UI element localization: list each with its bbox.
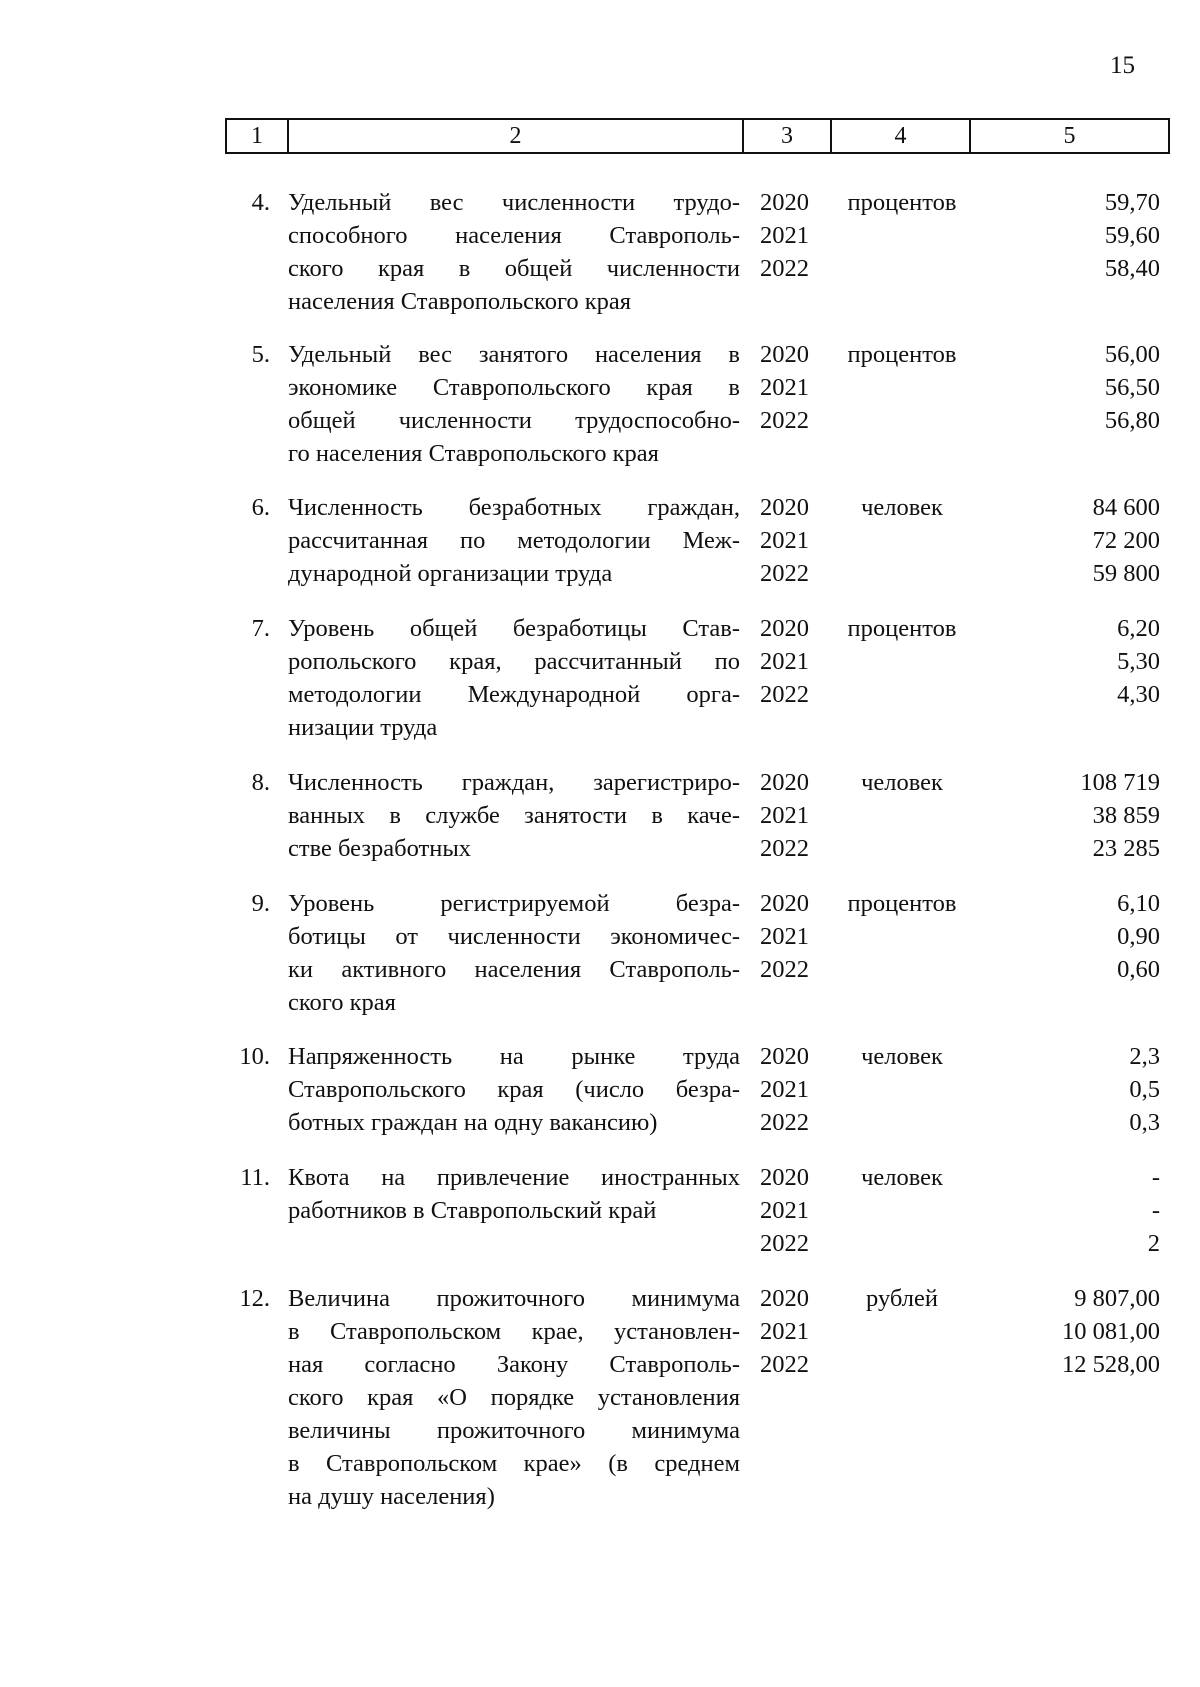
year-cell: 2022 [760,1109,809,1136]
indicator-description [288,491,740,590]
value-cell: 4,30 [1117,681,1160,708]
indicator-description [288,1282,740,1513]
description-line: ского края [288,989,396,1016]
description-line: экономике Ставропольского края в [288,374,740,401]
description-line: Численность безработных граждан, [288,494,740,521]
indicator-description [288,338,740,470]
value-cell: 10 081,00 [1062,1318,1160,1345]
value-cell: 0,90 [1117,923,1160,950]
unit-cell: процентов [847,189,957,216]
years-column [760,491,830,590]
value-cell: 0,3 [1129,1109,1160,1136]
years-column [760,1282,830,1381]
description-line: Ставропольского края (число безра- [288,1076,740,1103]
table-header [225,118,1170,154]
description-line: работников в Ставропольский край [288,1197,657,1224]
indicator-description [288,766,740,865]
year-cell: 2020 [760,1164,809,1191]
row-number: 9. [251,890,270,917]
year-cell: 2022 [760,681,809,708]
description-line: Удельный вес численности трудо- [288,189,740,216]
years-column [760,766,830,865]
unit-cell: человек [861,1164,943,1191]
years-column [760,1161,830,1260]
value-cell: - [1151,1164,1160,1191]
description-line: методологии Международной орга- [288,681,740,708]
row-number: 4. [251,189,270,216]
unit-cell: процентов [847,890,957,917]
header-col-5: 5 [1063,123,1076,149]
value-cell: 59,60 [1104,222,1160,249]
value-cell: 56,00 [1104,341,1160,368]
indicator-description [288,612,740,744]
value-cell: 12 528,00 [1062,1351,1160,1378]
value-cell: 6,20 [1117,615,1160,642]
description-line: в Ставропольском крае» (в среднем [288,1450,740,1477]
year-cell: 2021 [760,802,809,829]
row-number: 11. [240,1164,270,1191]
header-col-1: 1 [227,120,289,152]
year-cell: 2020 [760,341,809,368]
value-cell: 59 800 [1092,560,1160,587]
value-cell: 84 600 [1092,494,1160,521]
value-cell: 38 859 [1092,802,1160,829]
year-cell: 2021 [760,923,809,950]
header-col-3: 3 [744,120,832,152]
description-line: ванных в службе занятости в каче- [288,802,740,829]
indicator-description [288,887,740,1019]
description-line: низации труда [288,714,438,741]
description-line: населения Ставропольского края [288,288,632,315]
year-cell: 2020 [760,890,809,917]
year-cell: 2021 [760,1197,809,1224]
value-cell: 2 [1147,1230,1160,1257]
value-cell: - [1151,1197,1160,1224]
description-line: ского края «О порядке установления [288,1384,740,1411]
year-cell: 2021 [760,374,809,401]
value-cell: 5,30 [1117,648,1160,675]
value-cell: 59,70 [1104,189,1160,216]
description-line: способного населения Ставрополь- [288,222,740,249]
description-line: общей численности трудоспособно- [288,407,740,434]
years-column [760,887,830,986]
year-cell: 2020 [760,769,809,796]
values-column [980,186,1160,285]
year-cell: 2020 [760,1285,809,1312]
row-number: 7. [251,615,270,642]
year-cell: 2021 [760,648,809,675]
year-cell: 2021 [760,1318,809,1345]
description-line: в Ставропольском крае, установлен- [288,1318,740,1345]
description-line: ского края в общей численности [288,255,740,282]
years-column [760,1040,830,1139]
year-cell: 2022 [760,835,809,862]
description-line: ная согласно Закону Ставрополь- [288,1351,740,1378]
header-col-2: 2 [289,120,744,152]
year-cell: 2022 [760,407,809,434]
values-column [980,338,1160,437]
year-cell: 2022 [760,1351,809,1378]
value-cell: 0,5 [1129,1076,1160,1103]
value-cell: 2,3 [1129,1043,1160,1070]
year-cell: 2020 [760,494,809,521]
description-line: Напряженность на рынке труда [288,1043,740,1070]
description-line: ки активного населения Ставрополь- [288,956,740,983]
description-line: Уровень регистрируемой безра- [288,890,740,917]
value-cell: 108 719 [1080,769,1160,796]
description-line: величины прожиточного минимума [288,1417,740,1444]
year-cell: 2020 [760,615,809,642]
years-column [760,338,830,437]
value-cell: 56,80 [1104,407,1160,434]
description-line: Удельный вес занятого населения в [288,341,740,368]
description-line: дународной организации труда [288,560,613,587]
row-number: 8. [251,769,270,796]
years-column [760,612,830,711]
value-cell: 72 200 [1092,527,1160,554]
description-line: ботицы от численности экономичес- [288,923,740,950]
row-number: 10. [239,1043,270,1070]
description-line: Уровень общей безработицы Став- [288,615,740,642]
description-line: стве безработных [288,835,472,862]
description-line: го населения Ставропольского края [288,440,659,467]
year-cell: 2020 [760,189,809,216]
year-cell: 2021 [760,527,809,554]
values-column [980,491,1160,590]
value-cell: 56,50 [1104,374,1160,401]
indicator-description [288,1040,740,1139]
value-cell: 58,40 [1104,255,1160,282]
unit-cell: процентов [847,341,957,368]
unit-cell: человек [861,494,943,521]
values-column [980,1040,1160,1139]
value-cell: 9 807,00 [1074,1285,1160,1312]
year-cell: 2022 [760,956,809,983]
unit-cell: рублей [866,1285,938,1312]
values-column [980,612,1160,711]
year-cell: 2021 [760,222,809,249]
year-cell: 2020 [760,1043,809,1070]
description-line: Квота на привлечение иностранных [288,1164,740,1191]
value-cell: 0,60 [1117,956,1160,983]
year-cell: 2021 [760,1076,809,1103]
indicator-description [288,186,740,318]
page-number: 15 [1110,52,1135,79]
row-number: 6. [251,494,270,521]
unit-cell: человек [861,769,943,796]
description-line: ботных граждан на одну вакансию) [288,1109,658,1136]
description-line: на душу населения) [288,1483,495,1510]
unit-cell: процентов [847,615,957,642]
row-number: 12. [239,1285,270,1312]
description-line: рассчитанная по методологии Меж- [288,527,740,554]
year-cell: 2022 [760,255,809,282]
description-line: Численность граждан, зарегистриро- [288,769,740,796]
year-cell: 2022 [760,560,809,587]
value-cell: 6,10 [1117,890,1160,917]
header-col-4: 4 [832,120,971,152]
description-line: ропольского края, рассчитанный по [288,648,740,675]
row-number: 5. [251,341,270,368]
values-column [980,887,1160,986]
description-line: Величина прожиточного минимума [288,1285,740,1312]
value-cell: 23 285 [1092,835,1160,862]
values-column [980,1282,1160,1381]
years-column [760,186,830,285]
year-cell: 2022 [760,1230,809,1257]
values-column [980,1161,1160,1260]
indicator-description [288,1161,740,1227]
unit-cell: человек [861,1043,943,1070]
values-column [980,766,1160,865]
